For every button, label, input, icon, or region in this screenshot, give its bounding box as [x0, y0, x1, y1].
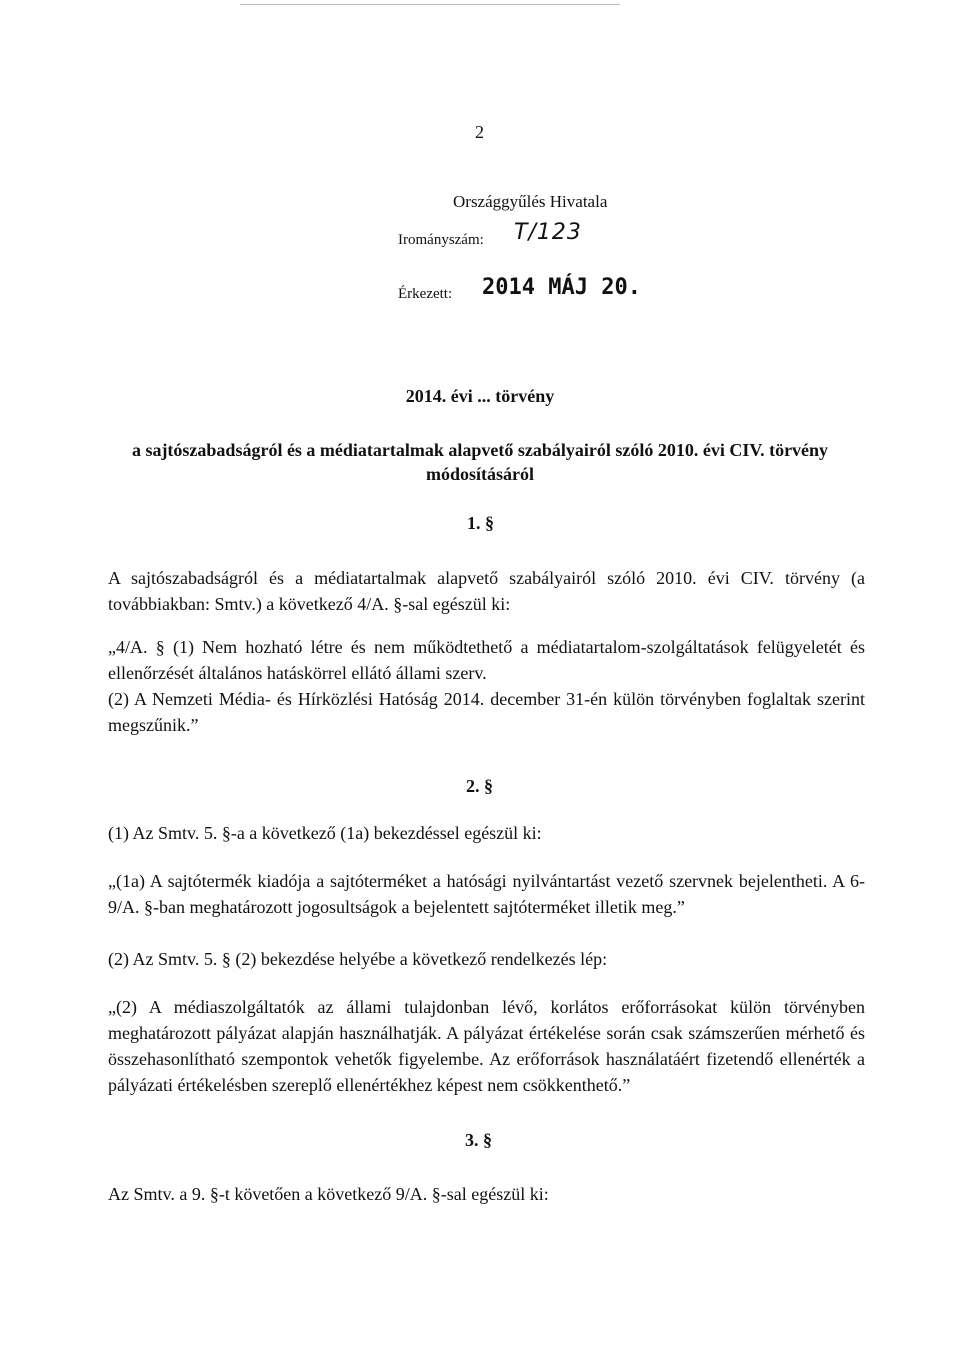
paragraph-5-2-text: „(2) A médiaszolgáltatók az állami tulajdonban lévő, korlátos erőforrásokat külön törvényben meghatározott pályázat alapján használhatják. A pályázat értékelése során csak számszerűen mérhető és összehasonlítható szempontok vehetők figyelembe. Az erőforrások használatáért fizetendő ellenérték a pályázati értékelésben szereplő ellenértékhez képest nem csökkenthető.”: [108, 997, 865, 1095]
paragraph-2-1: (1) Az Smtv. 5. §-a a következő (1a) bekezdéssel egészül ki:: [108, 823, 542, 843]
stamp-received-date: 2014 MÁJ 20.: [482, 275, 641, 300]
section-1-heading: 1. §: [467, 513, 494, 533]
paragraph-3-intro: Az Smtv. a 9. §-t követően a következő 9/A. §-sal egészül ki:: [108, 1184, 549, 1204]
stamp-received-label: Érkezett:: [398, 286, 453, 302]
section-2-heading: 2. §: [466, 776, 493, 796]
paragraph-1a-text: „(1a) A sajtótermék kiadója a sajtóterméket a hatósági nyilvántartást vezető szervnek bejelentheti. A 6-9/A. §-ban meghatározott jogosultságok a bejelentett sajtóterméket illetik meg.”: [108, 871, 865, 917]
paragraph-4a-2: (2) A Nemzeti Média- és Hírközlési Hatóság 2014. december 31-én külön törvényben foglaltak szerint megszűnik.”: [108, 689, 865, 735]
section-3-heading: 3. §: [465, 1130, 492, 1150]
stamp-registry-value: T/123: [514, 220, 582, 245]
paragraph-1-intro: A sajtószabadságról és a médiatartalmak alapvető szabályairól szóló 2010. évi CIV. törvény (a továbbiakban: Smtv.) a következő 4/A. §-sal egészül ki:: [108, 568, 865, 614]
stamp-registry-label: Irományszám:: [398, 232, 484, 248]
top-rule: [240, 4, 620, 5]
stamp-office: Országgyűlés Hivatala: [453, 192, 608, 211]
document-title: 2014. évi ... törvény: [405, 386, 555, 406]
document-subtitle-line2: módosításáról: [426, 464, 534, 484]
document-subtitle-line1: a sajtószabadságról és a médiatartalmak alapvető szabályairól szóló 2010. évi CIV. törvény: [131, 440, 829, 460]
paragraph-2-2: (2) Az Smtv. 5. § (2) bekezdése helyébe a következő rendelkezés lép:: [108, 949, 608, 969]
paragraph-4a-1: „4/A. § (1) Nem hozható létre és nem működtethető a médiatartalom-szolgáltatások felügyeletét és ellenőrzését általános hatáskörrel ellátó állami szerv.: [108, 637, 865, 683]
page-number: 2: [475, 122, 484, 142]
